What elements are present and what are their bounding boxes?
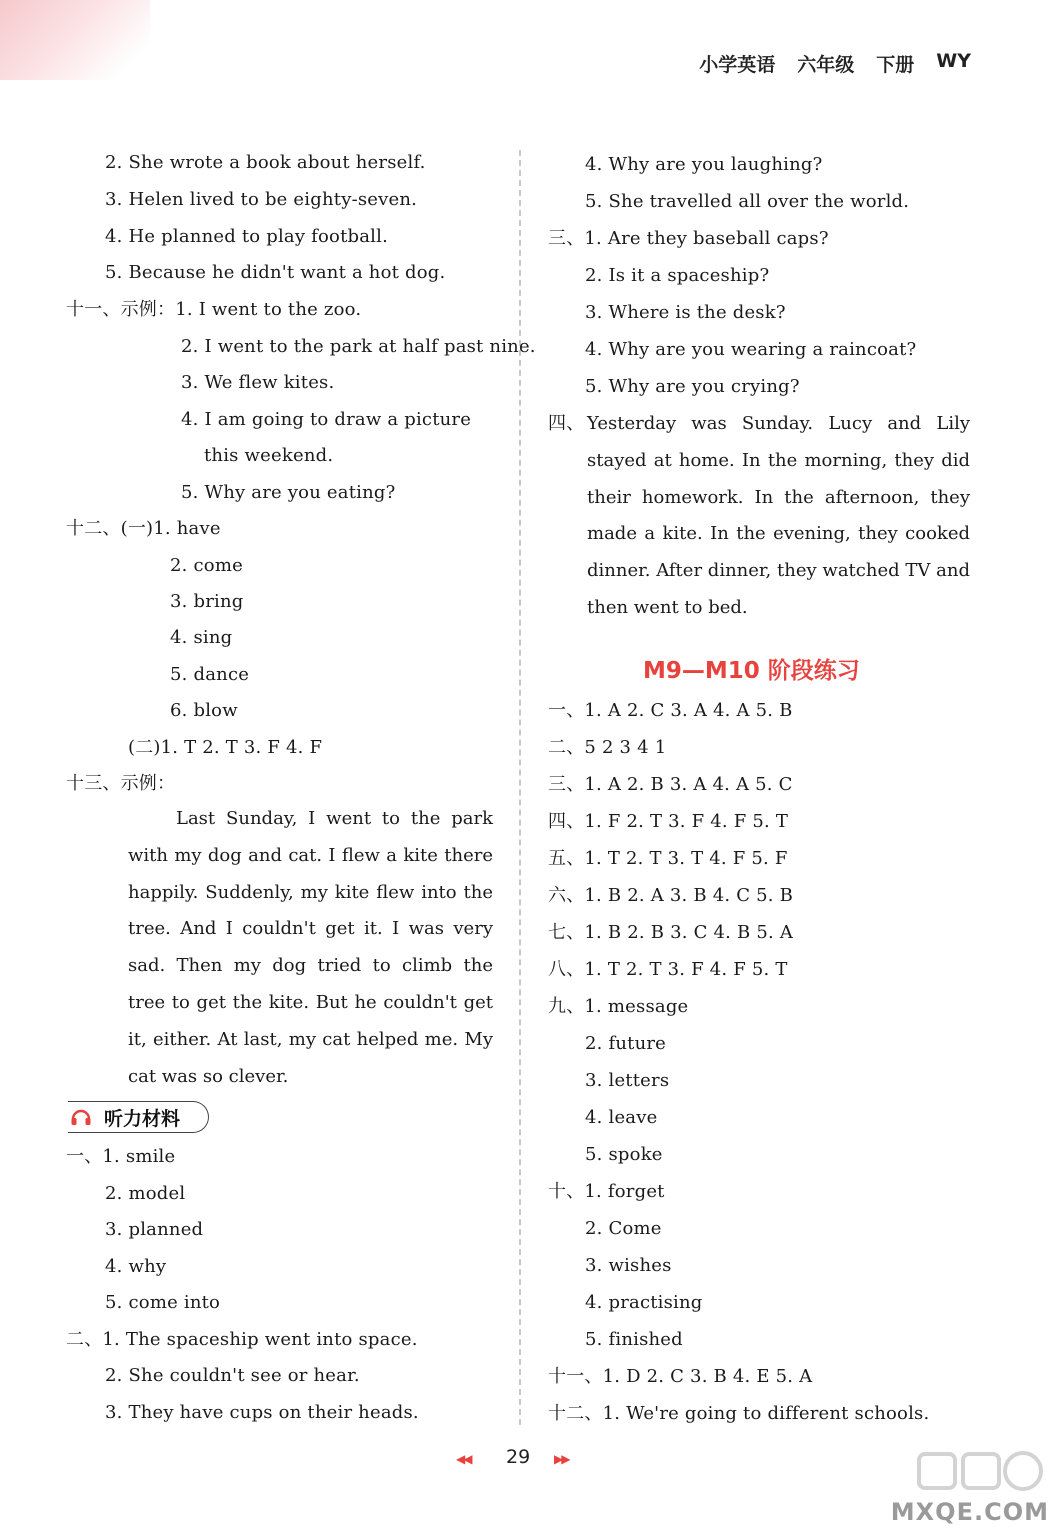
answer-line: 6. blow — [170, 700, 238, 721]
next-arrows-icon: ▶▶ — [554, 1452, 569, 1466]
answer-line: 4. leave — [585, 1107, 658, 1128]
answer-line: (二)1. T 2. T 3. F 4. F — [128, 737, 323, 758]
answer-line: 九、1. message — [548, 996, 689, 1017]
answer-line: 3. letters — [585, 1070, 670, 1091]
header-volume: 下册 — [876, 54, 915, 76]
page-header — [699, 50, 971, 77]
answer-line: 5. Why are you crying? — [585, 376, 800, 397]
answer-line: 3. wishes — [585, 1255, 672, 1276]
answer-line: 八、1. T 2. T 3. F 4. F 5. T — [548, 959, 788, 980]
answer-line: 2. come — [170, 555, 243, 576]
header-subject: 小学英语 — [699, 54, 776, 76]
answer-line: 四、1. F 2. T 3. F 4. F 5. T — [548, 811, 789, 832]
listening-line: 2. She couldn't see or hear. — [105, 1365, 360, 1386]
answer-line: 十二、(一)1. have — [66, 518, 221, 539]
answer-line: 十二、1. We're going to different schools. — [548, 1403, 930, 1424]
answer-line: 一、1. A 2. C 3. A 4. A 5. B — [548, 700, 793, 721]
listening-line: 一、1. smile — [66, 1146, 176, 1167]
answer-line: 3. bring — [170, 591, 244, 612]
answer-line: 5. Because he didn't want a hot dog. — [105, 262, 446, 283]
listening-line: 4. why — [105, 1256, 167, 1277]
headphones-icon — [70, 1107, 92, 1127]
page-number: 29 — [506, 1446, 531, 1468]
answer-line: 2. Is it a spaceship? — [585, 265, 770, 286]
answer-line: 十一、示例：1. I went to the zoo. — [66, 299, 362, 320]
answer-line: 三、1. A 2. B 3. A 4. A 5. C — [548, 774, 793, 795]
sample-essay: Last Sunday, I went to the park with my dog and cat. I flew a kite there happily. Suddenly, my kite flew into the tree. And I couldn't get it. I was very sad. Then my dog tried to climb the tree to get the kite. But he couldn't get it, either. At last, my cat helped me. My cat was so clever. — [128, 808, 493, 1087]
answer-line: this weekend. — [204, 445, 334, 466]
listening-line: 二、1. The spaceship went into space. — [66, 1329, 418, 1350]
header-grade: 六年级 — [797, 54, 855, 76]
answer-line: 五、1. T 2. T 3. T 4. F 5. F — [548, 848, 788, 869]
answer-line: 2. future — [585, 1033, 667, 1054]
answer-line: 十一、1. D 2. C 3. B 4. E 5. A — [548, 1366, 813, 1387]
answer-line: 5. Why are you eating? — [181, 482, 396, 503]
answer-line: 4. I am going to draw a picture — [181, 409, 472, 430]
answer-line: 3. Where is the desk? — [585, 302, 786, 323]
answer-line: 4. sing — [170, 627, 233, 648]
answer-line: 5. dance — [170, 664, 250, 685]
sample-paragraph: Yesterday was Sunday. Lucy and Lily stayed at home. In the morning, they did their homework. In the afternoon, they made a kite. In the evening, they cooked dinner. After dinner, they watched TV and then went to bed. — [587, 413, 970, 618]
answer-line: 2. I went to the park at half past nine. — [181, 336, 536, 357]
answer-line: 4. Why are you wearing a raincoat? — [585, 339, 917, 360]
answer-line: 二、5 2 3 4 1 — [548, 737, 667, 758]
paragraph-label: 四、 — [548, 413, 585, 434]
answer-line: 七、1. B 2. B 3. C 4. B 5. A — [548, 922, 794, 943]
answer-line: 六、1. B 2. A 3. B 4. C 5. B — [548, 885, 794, 906]
page-footer — [0, 1444, 1063, 1474]
listening-line: 5. come into — [105, 1292, 221, 1313]
answer-line: 十三、示例： — [66, 773, 176, 794]
answer-line: 5. She travelled all over the world. — [585, 191, 910, 212]
answer-line: 4. Why are you laughing? — [585, 154, 823, 175]
answer-line: 3. We flew kites. — [181, 372, 335, 393]
answer-line: 2. She wrote a book about herself. — [105, 152, 426, 173]
listening-section-label — [68, 1101, 209, 1133]
answer-line: 三、1. Are they baseball caps? — [548, 228, 829, 249]
answer-line: 十、1. forget — [548, 1181, 665, 1202]
answer-line: 3. Helen lived to be eighty-seven. — [105, 189, 418, 210]
answer-line: 4. practising — [585, 1292, 703, 1313]
header-edition: WY — [936, 50, 971, 72]
listening-line: 3. planned — [105, 1219, 204, 1240]
watermark-text: MXQE.COM — [890, 1498, 1049, 1526]
listening-title: 听力材料 — [104, 1107, 181, 1130]
answer-line: 5. finished — [585, 1329, 683, 1350]
listening-line: 2. model — [105, 1183, 186, 1204]
prev-arrows-icon: ◀◀ — [456, 1452, 471, 1466]
answer-line: 4. He planned to play football. — [105, 226, 389, 247]
corner-decoration — [0, 0, 150, 80]
section-title: M9—M10 阶段练习 — [643, 658, 860, 684]
answer-line: 2. Come — [585, 1218, 662, 1239]
answer-line: 5. spoke — [585, 1144, 663, 1165]
listening-line: 3. They have cups on their heads. — [105, 1402, 419, 1423]
